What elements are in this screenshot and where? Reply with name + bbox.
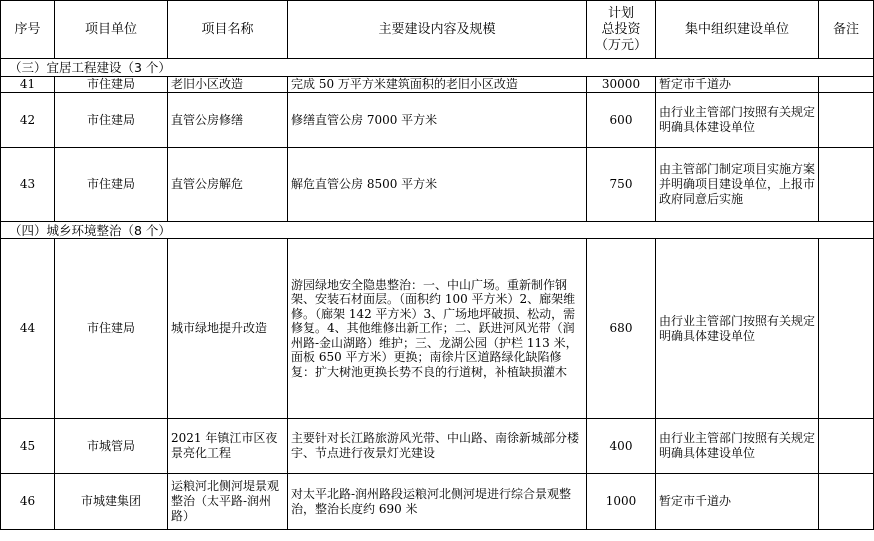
row-note: [819, 148, 874, 222]
row-content: 完成 50 万平方米建筑面积的老旧小区改造: [288, 77, 587, 93]
table-row-44: [1, 239, 874, 419]
row-seq: 45: [1, 419, 55, 474]
table-row-42: [1, 93, 874, 148]
row-org: 暂定市千道办: [656, 474, 819, 530]
section-row: [1, 59, 874, 77]
row-unit: 市住建局: [55, 148, 168, 222]
row-seq: 44: [1, 239, 55, 419]
row-content: 解危直管公房 8500 平方米: [288, 148, 587, 222]
header-note: 备注: [819, 1, 874, 59]
row-seq: 41: [1, 77, 55, 93]
header-content: 主要建设内容及规模: [288, 1, 587, 59]
row-unit: 市住建局: [55, 239, 168, 419]
row-invest: 680: [587, 239, 656, 419]
header-unit: 项目单位: [55, 1, 168, 59]
row-org: 由行业主管部门按照有关规定明确具体建设单位: [656, 419, 819, 474]
row-unit: 市城管局: [55, 419, 168, 474]
header-invest-line3: （万元）: [594, 37, 647, 53]
row-name: 老旧小区改造: [168, 77, 288, 93]
header-org: 集中组织建设单位: [656, 1, 819, 59]
row-org: 由行业主管部门按照有关规定明确具体建设单位: [656, 239, 819, 419]
row-unit: 市住建局: [55, 93, 168, 148]
row-content: 修缮直管公房 7000 平方米: [288, 93, 587, 148]
row-note: [819, 474, 874, 530]
table-row-45: [1, 419, 874, 474]
row-note: [819, 419, 874, 474]
row-note: [819, 93, 874, 148]
row-invest: 750: [587, 148, 656, 222]
row-note: [819, 239, 874, 419]
row-name: 运粮河北侧河堤景观整治（太平路-润州路）: [168, 474, 288, 530]
row-name: 2021 年镇江市区夜景亮化工程: [168, 419, 288, 474]
header-invest-line2: 总投资: [601, 21, 641, 37]
row-org: 由主管部门制定项目实施方案并明确项目建设单位，上报市政府同意后实施: [656, 148, 819, 222]
header-row: [1, 1, 874, 59]
row-invest: 30000: [587, 77, 656, 93]
header-name: 项目名称: [168, 1, 288, 59]
row-note: [819, 77, 874, 93]
row-name: 直管公房修缮: [168, 93, 288, 148]
row-seq: 42: [1, 93, 55, 148]
header-invest-line1: 计划: [607, 5, 634, 21]
row-org: 由行业主管部门按照有关规定明确具体建设单位: [656, 93, 819, 148]
row-seq: 46: [1, 474, 55, 530]
table-row-46: [1, 474, 874, 530]
row-seq: 43: [1, 148, 55, 222]
table-row-43: [1, 148, 874, 222]
table-row-41: [1, 77, 874, 93]
header-seq: 序号: [1, 1, 55, 59]
row-content: 游园绿地安全隐患整治：一、中山广场。重新制作钢架、安装石材面层。（面积约 100 平方米）2、廊架维修。（廊架 142 平方米）3、广场地坪破损、松动，需修复。4、其他维修出新工作；二、跃进河风光带（润州路-金山湖路）维护；三、龙湖公园（护栏 113 米，面板 650 平方米）更换；南徐片区道路绿化缺陷修复：扩大树池更换长势不良的行道树，补植缺损灌木: [288, 239, 587, 419]
row-org: 暂定市千道办: [656, 77, 819, 93]
row-unit: 市住建局: [55, 77, 168, 93]
header-invest: [587, 1, 656, 59]
section-title-4: （四）城乡环境整治（8 个）: [1, 222, 874, 239]
section-title-3: （三）宜居工程建设（3 个）: [1, 59, 874, 77]
section-row: [1, 222, 874, 239]
row-name: 直管公房解危: [168, 148, 288, 222]
row-unit: 市城建集团: [55, 474, 168, 530]
row-invest: 1000: [587, 474, 656, 530]
row-content: 主要针对长江路旅游风光带、中山路、南徐新城部分楼宇、节点进行夜景灯光建设: [288, 419, 587, 474]
row-invest: 400: [587, 419, 656, 474]
row-name: 城市绿地提升改造: [168, 239, 288, 419]
row-content: 对太平北路-润州路段运粮河北侧河堤进行综合景观整治，整治长度约 690 米: [288, 474, 587, 530]
row-invest: 600: [587, 93, 656, 148]
